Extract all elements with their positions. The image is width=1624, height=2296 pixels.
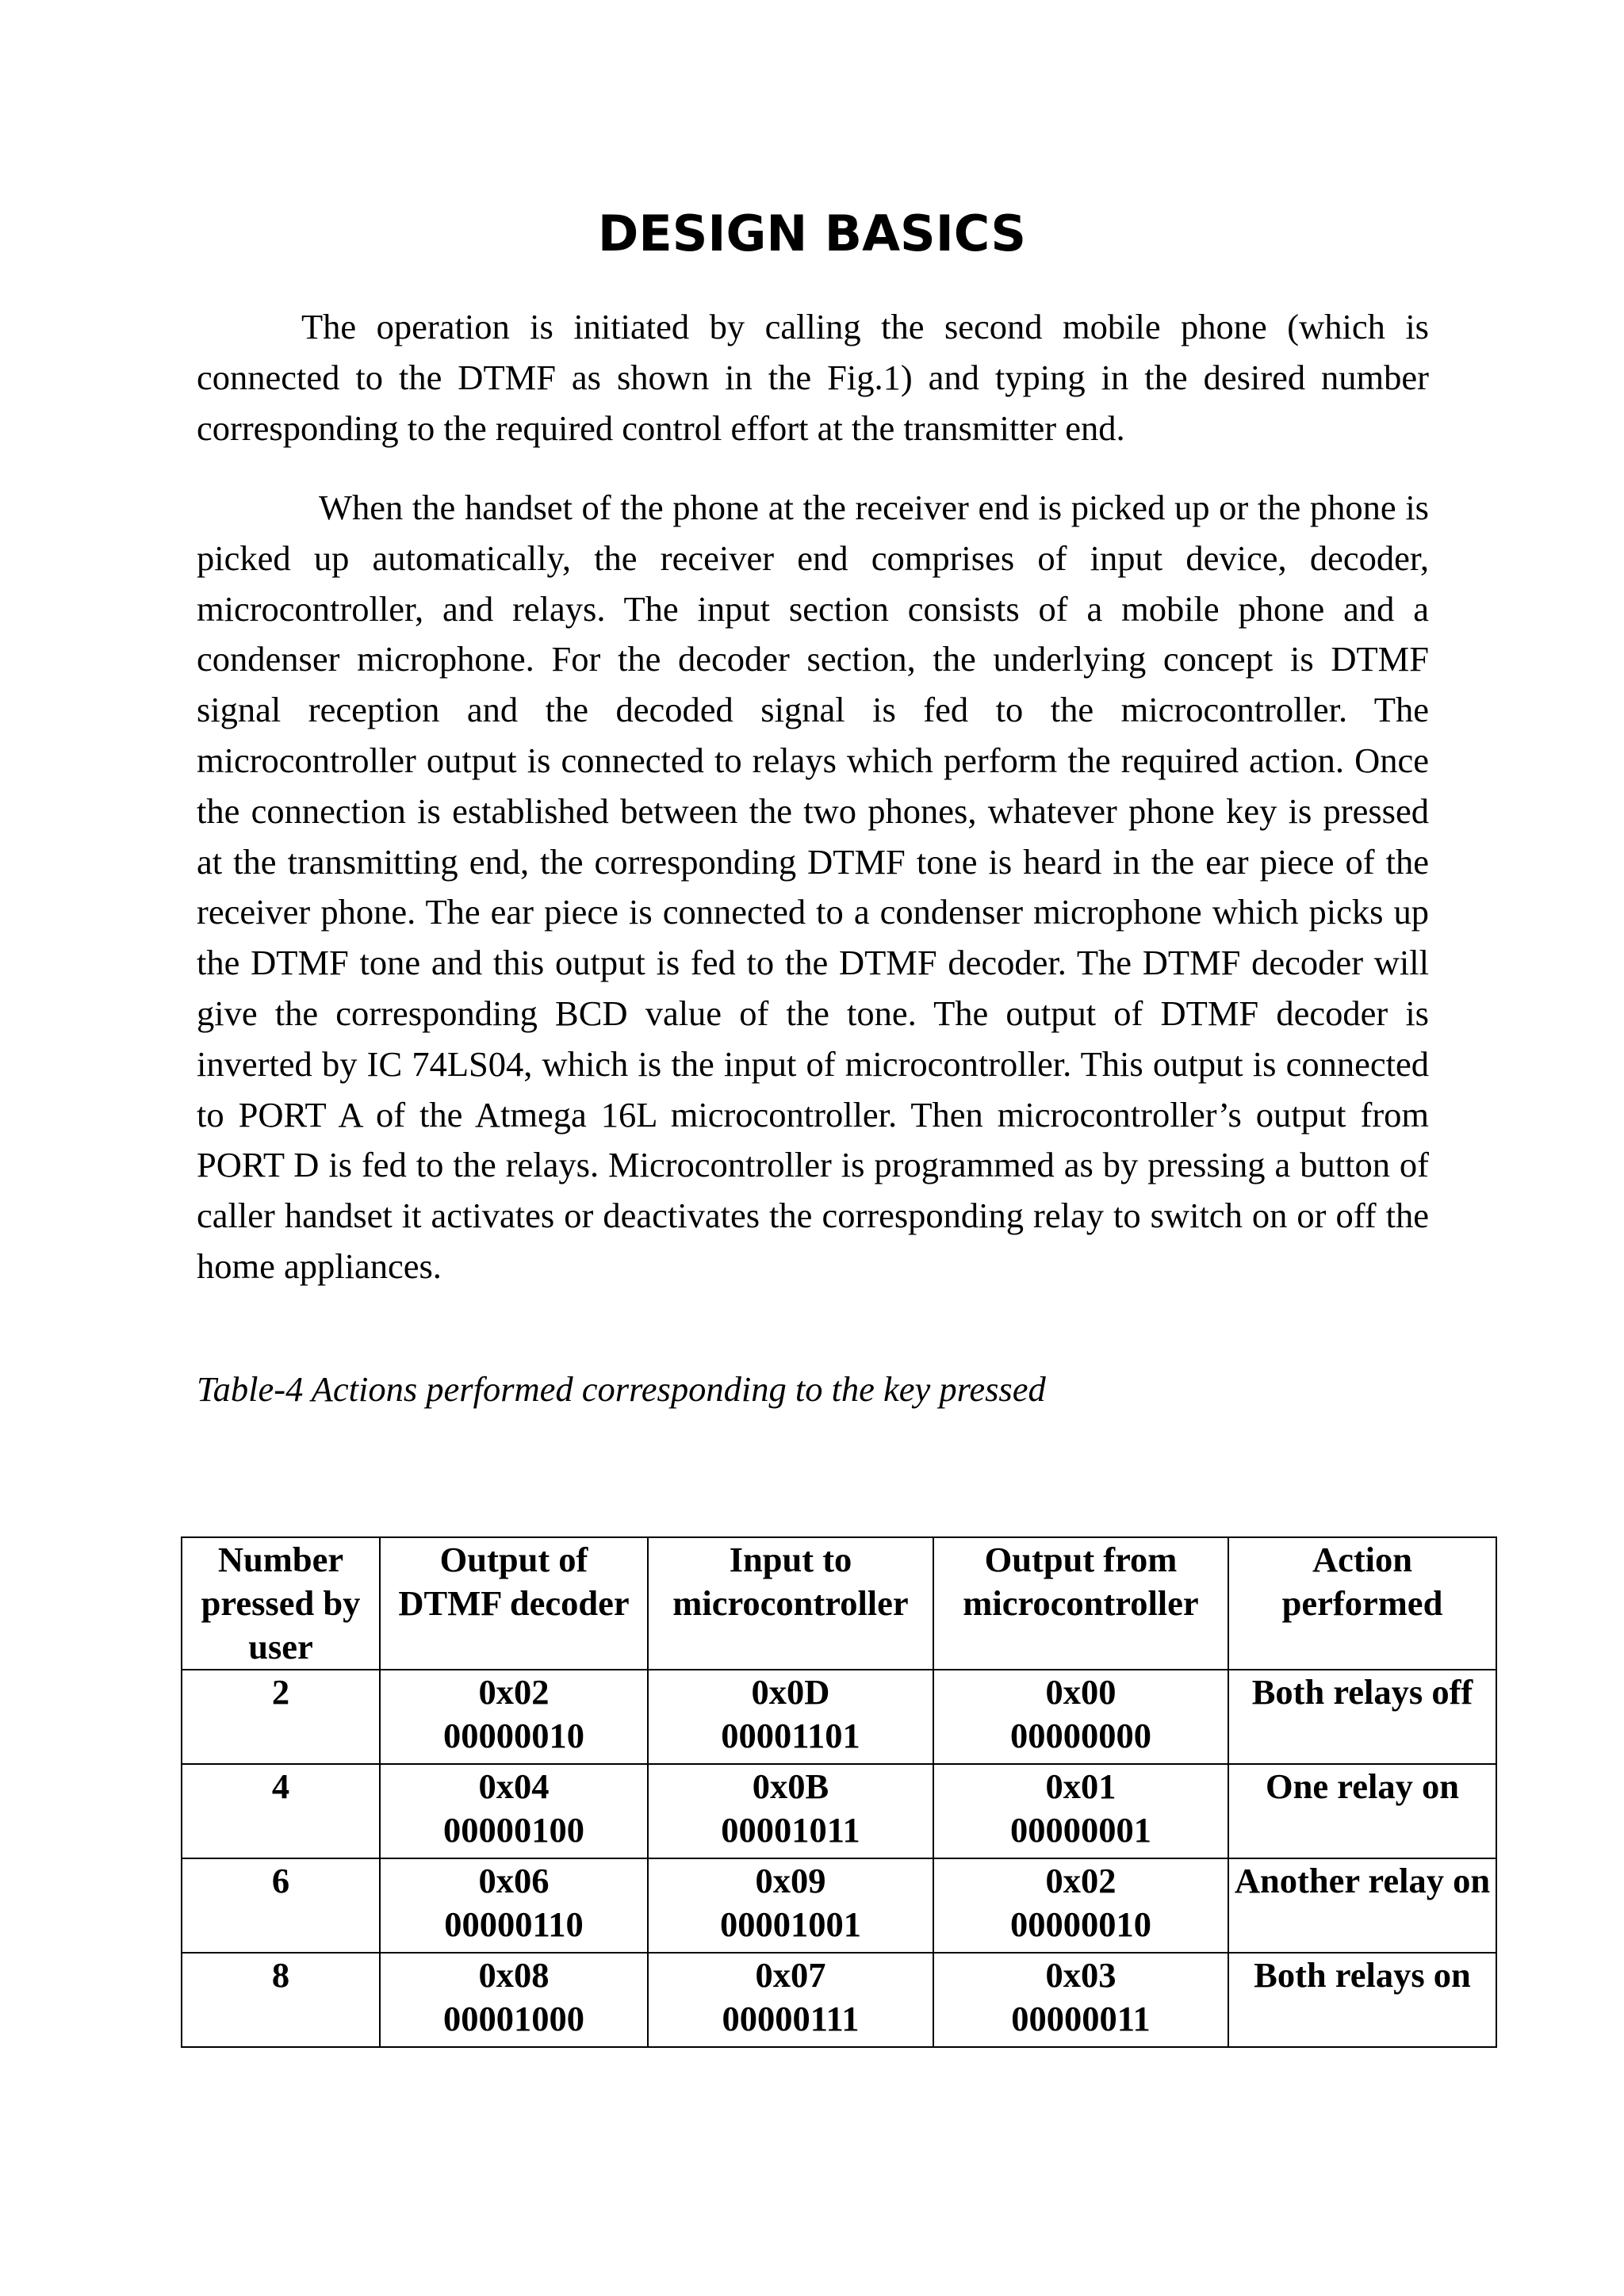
table-row <box>182 1764 1496 1858</box>
decoder-hex: 0x04 <box>478 1766 550 1806</box>
output-bin: 00000001 <box>1010 1810 1151 1850</box>
table-header-row <box>182 1537 1496 1670</box>
cell-decoder-output <box>380 1670 648 1764</box>
output-bin: 00000000 <box>1010 1716 1151 1755</box>
output-hex: 0x02 <box>1045 1861 1116 1900</box>
input-hex: 0x0B <box>752 1766 829 1806</box>
input-hex: 0x0D <box>751 1672 830 1712</box>
decoder-bin: 00001000 <box>443 1999 584 2038</box>
cell-micro-output <box>933 1953 1228 2047</box>
paragraph-intro: The operation is initiated by calling the second mobile phone (which is connected to the DTMF as shown in the Fig.1) and typing in the desired number corresponding to the required control effort at the transmitter end. <box>197 307 1429 448</box>
output-hex: 0x00 <box>1045 1672 1116 1712</box>
header-micro-output: Output from microcontroller <box>933 1537 1228 1670</box>
cell-action: Another relay on <box>1228 1858 1496 1953</box>
output-hex: 0x01 <box>1045 1766 1116 1806</box>
cell-number: 2 <box>182 1670 380 1764</box>
header-number-pressed: Number pressed by user <box>182 1537 380 1670</box>
output-hex: 0x03 <box>1045 1955 1116 1995</box>
decoder-hex: 0x06 <box>478 1861 550 1900</box>
cell-micro-input <box>648 1764 933 1858</box>
cell-decoder-output <box>380 1953 648 2047</box>
decoder-bin: 00000010 <box>443 1716 584 1755</box>
cell-action: One relay on <box>1228 1764 1496 1858</box>
table-row <box>182 1858 1496 1953</box>
cell-decoder-output <box>380 1858 648 1953</box>
cell-action: Both relays off <box>1228 1670 1496 1764</box>
cell-number: 6 <box>182 1858 380 1953</box>
actions-table <box>181 1536 1497 2048</box>
decoder-bin: 00000100 <box>443 1810 584 1850</box>
cell-number: 8 <box>182 1953 380 2047</box>
output-bin: 00000011 <box>1011 1999 1151 2038</box>
decoder-bin: 00000110 <box>444 1904 584 1944</box>
decoder-hex: 0x08 <box>478 1955 550 1995</box>
input-hex: 0x09 <box>755 1861 826 1900</box>
header-dtmf-output: Output of DTMF decoder <box>380 1537 648 1670</box>
output-bin: 00000010 <box>1010 1904 1151 1944</box>
cell-micro-input <box>648 1858 933 1953</box>
input-hex: 0x07 <box>755 1955 826 1995</box>
input-bin: 00001101 <box>721 1716 860 1755</box>
input-bin: 00000111 <box>722 1999 860 2038</box>
table-caption: Table-4 Actions performed corresponding to the key pressed <box>197 1369 1046 1409</box>
paragraph-receiver-description: When the handset of the phone at the receiver end is picked up or the phone is picked up automatically, the receiver end comprises of input device, decoder, microcontroller, and relays. The input section consists of a mobile phone and a condenser microphone. For the decoder section, the underlying concept is DTMF signal reception and the decoded signal is fed to the microcontroller. The microcontroller output is connected to relays which perform the required action. Once the connection is established between the two phones, whatever phone key is pressed at the transmitting end, the corresponding DTMF tone is heard in the ear piece of the receiver phone. The ear piece is connected to a condenser microphone which picks up the DTMF tone and this output is fed to the DTMF decoder. The DTMF decoder will give the corresponding BCD value of the tone. The output of DTMF decoder is inverted by IC 74LS04, which is the input of microcontroller. This output is connected to PORT A of the Atmega 16L microcontroller. Then microcontroller’s output from PORT D is fed to the relays. Microcontroller is programmed as by pressing a button of caller handset it activates or deactivates the corresponding relay to switch on or off the home appliances. <box>197 488 1429 1286</box>
cell-micro-output <box>933 1858 1228 1953</box>
header-micro-input: Input to microcontroller <box>648 1537 933 1670</box>
input-bin: 00001001 <box>720 1904 861 1944</box>
page-title: DESIGN BASICS <box>597 205 1027 262</box>
decoder-hex: 0x02 <box>478 1672 550 1712</box>
cell-number: 4 <box>182 1764 380 1858</box>
cell-micro-input <box>648 1670 933 1764</box>
header-action: Action performed <box>1228 1537 1496 1670</box>
cell-micro-output <box>933 1670 1228 1764</box>
cell-micro-input <box>648 1953 933 2047</box>
input-bin: 00001011 <box>721 1810 860 1850</box>
table-row <box>182 1953 1496 2047</box>
cell-micro-output <box>933 1764 1228 1858</box>
table-row <box>182 1670 1496 1764</box>
cell-decoder-output <box>380 1764 648 1858</box>
cell-action: Both relays on <box>1228 1953 1496 2047</box>
